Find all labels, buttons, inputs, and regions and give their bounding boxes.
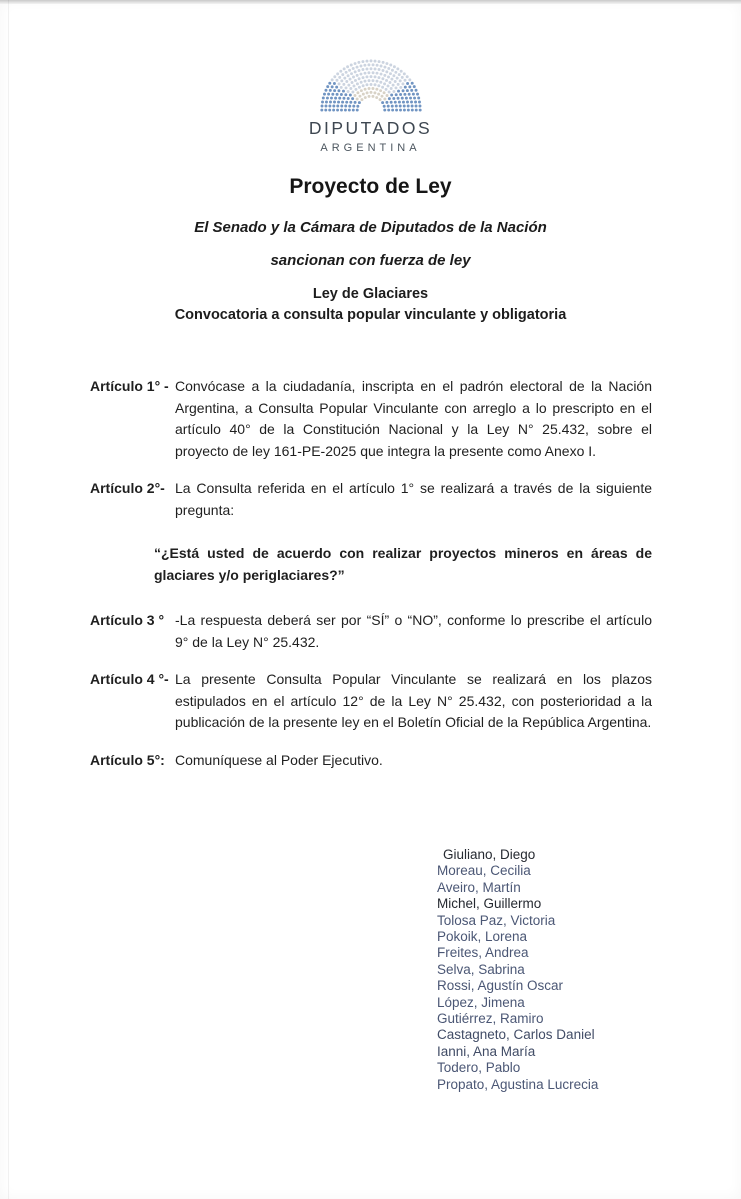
signatory-name: Propato, Agustina Lucrecia: [437, 1076, 599, 1092]
article-3-text: -La respuesta deberá ser por “SÍ” o “NO”, conforme lo prescribe el artículo 9° de la Ley N° 25.432.: [175, 612, 652, 650]
diputados-logo: [0, 0, 741, 154]
page-title: Proyecto de Ley: [289, 175, 452, 198]
signatory-name: Michel, Guillermo: [437, 896, 542, 912]
signatory-name: Ianni, Ana María: [437, 1043, 536, 1059]
article-2-text: La Consulta referida en el artículo 1° se realizará a través de la siguiente pregunta:: [175, 480, 652, 518]
signatory-name: Castagneto, Carlos Daniel: [437, 1027, 595, 1043]
article-5-text: Comuníquese al Poder Ejecutivo.: [175, 751, 383, 768]
signatory-name: Freites, Andrea: [437, 945, 529, 961]
hemicycle-dots-icon: [312, 53, 430, 114]
article-4-text: La presente Consulta Popular Vinculante se realizará en los plazos estipulados en el artículo 12° de la Ley N° 25.432, con posterioridad a la publicación de la presente ley en el Boletín Oficial de la República Argentina.: [175, 671, 652, 730]
signatory-name: Pokoik, Lorena: [437, 929, 528, 945]
article-4-label: Artículo 4 °-: [90, 671, 169, 687]
article-4: [90, 669, 652, 734]
signatory-name: Tolosa Paz, Victoria: [437, 912, 556, 928]
articles-section: [0, 376, 741, 1093]
preamble-line-2: sancionan con fuerza de ley: [270, 252, 471, 269]
article-1-label: Artículo 1° -: [90, 378, 169, 394]
signatory-name: Moreau, Cecilia: [437, 863, 531, 879]
logo-wordmark: DIPUTADOS: [308, 118, 433, 138]
law-title: Ley de Glaciares: [312, 286, 429, 302]
article-3: [90, 610, 652, 653]
article-1-text: Convócase a la ciudadanía, inscripta en el padrón electoral de la Nación Argentina, a Consulta Popular Vinculante con arreglo a lo prescripto en el artículo 40° de la Constitución Nacional y la Ley N° 25.432, sobre el proyecto de ley 161-PE-2025 que integra la presente como Anexo I.: [175, 378, 652, 459]
signatory-name: Aveiro, Martín: [437, 879, 521, 895]
signatory-name: López, Jimena: [437, 994, 525, 1010]
signatory-name: Selva, Sabrina: [437, 961, 525, 977]
article-3-label: Artículo 3 °: [90, 612, 165, 628]
signatories-list: [437, 847, 652, 1093]
article-2: [90, 478, 652, 521]
article-5-label: Artículo 5°:: [90, 751, 165, 768]
signatory-name: Todero, Pablo: [437, 1060, 521, 1076]
logo-country-label: ARGENTINA: [320, 142, 421, 154]
preamble-line-1: El Senado y la Cámara de Diputados de la Nación: [194, 219, 547, 236]
law-subtitle: Convocatoria a consulta popular vinculante y obligatoria: [174, 307, 567, 323]
signatory-name: Gutiérrez, Ramiro: [437, 1011, 544, 1027]
signatory-name: Rossi, Agustín Oscar: [437, 978, 564, 994]
article-2-label: Artículo 2°-: [90, 480, 165, 496]
article-5: [90, 750, 652, 772]
consultation-question: “¿Está usted de acuerdo con realizar proyectos mineros en áreas de glaciares y/o periglaciares?”: [154, 545, 652, 583]
signatory-name: Giuliano, Diego: [443, 847, 536, 862]
article-1: [90, 376, 652, 462]
